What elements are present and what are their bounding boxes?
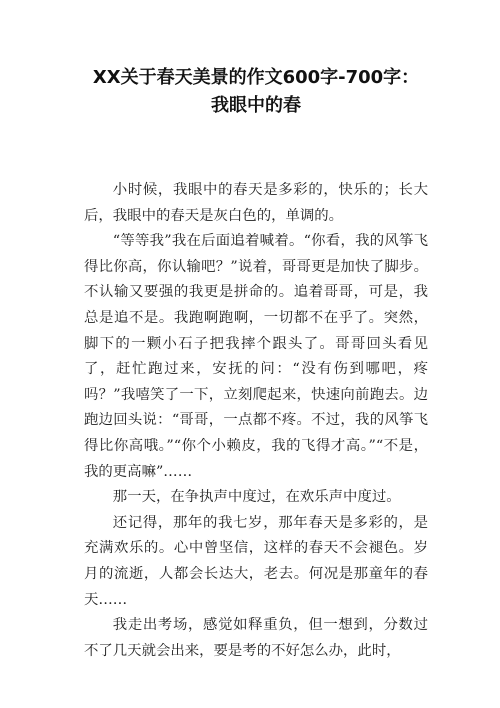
document-body (84, 178, 428, 664)
paragraph-4: 还记得，那年的我七岁，那年春天是多彩的，是充满欢乐的。心中曾坚信，这样的春天不会褪色。岁月的流逝，人都会长达大，老去。何况是那童年的春天…… (84, 514, 428, 608)
paragraph-3: 那一天，在争执声中度过，在欢乐声中度过。 (112, 489, 401, 506)
paragraph-1: 小时候，我眼中的春天是多彩的，快乐的；长大后，我眼中的春天是灰白色的，单调的。 (84, 182, 428, 224)
title-line-2: 我眼中的春 (211, 95, 301, 116)
document-title (84, 64, 428, 120)
paragraph-2: “等等我”我在后面追着喊着。“你看，我的风筝飞得比你高，你认输吧？”说着，哥哥更是加快了脚步。不认输又要强的我更是拼命的。追着哥哥，可是，我总是追不是。我跑啊跑啊，一切都不在乎了。突然，脚下的一颗小石子把我摔个跟头了。哥哥回头看见了，赶忙跑过来，安抚的问：“没有伤到哪吧，疼吗？”我嘻笑了一下，立刻爬起来，快速向前跑去。边跑边回头说：“哥哥，一点都不疼。不过，我的风筝飞得比你高哦。”“你个小赖皮，我的飞得才高。”“不是，我的更高嘛”…… (84, 233, 428, 480)
title-line-1: XX关于春天美景的作文600字-700字： (92, 67, 420, 88)
paragraph-5: 我走出考场，感觉如释重负，但一想到，分数过不了几天就会出来，要是考的不好怎么办，此时， (84, 617, 428, 659)
